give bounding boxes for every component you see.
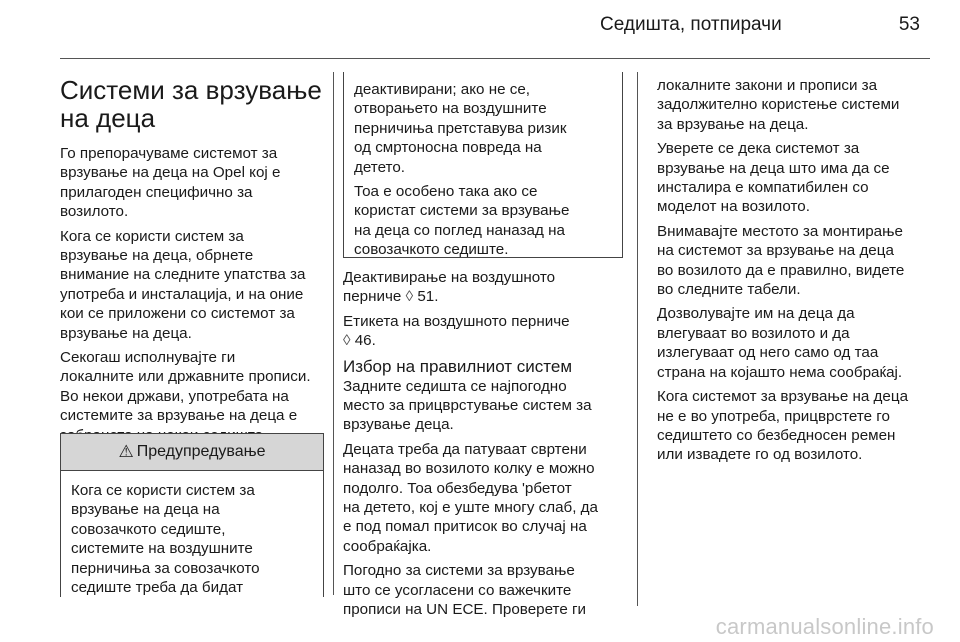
paragraph: Кога се користи систем за врзување на деца, обрнете внимание на следните упатства за употреба и инсталација, и на оние кои се приложени со системот за врзување на деца. (60, 227, 306, 342)
warning-heading: Предупредување (136, 443, 266, 460)
warning-paragraph: Тоа е особено така ако се користат системи за врзување на деца со поглед наназад на совозачкото седиште. (354, 183, 570, 259)
warning-box-continued (343, 72, 623, 258)
cross-reference-airbag-deactivation: Деактивирање на воздушното перниче ◊ 51. (343, 269, 556, 306)
paragraph: Внимавајте местото за монтирање на системот за врзување на деца во возилото да е правилно, видете во следните табели. (657, 222, 905, 299)
column-divider-2 (637, 72, 638, 606)
subheading: Избор на правилниот систем (343, 356, 573, 376)
page-reference-icon: ◊ (405, 288, 414, 306)
page-reference-icon: ◊ (343, 332, 351, 350)
column-3 (657, 76, 952, 470)
warning-paragraph: деактивирани; ако не се, отворањето на воздушните перничиња претставува ризик од смртоносна повреда на детето. (354, 81, 567, 176)
warning-triangle-icon: ⚠ (118, 442, 134, 461)
paragraph: Погодно за системи за врзување што се усогласени со важечките прописи на UN ECE. Проверете ги (343, 562, 587, 619)
watermark: carmanualsonline.info (715, 614, 934, 639)
warning-box (60, 433, 324, 597)
column-2 (343, 268, 633, 625)
paragraph: Го препорачуваме системот за врзување на деца на Opel кој е прилагоден специфично за возилото. (60, 145, 281, 221)
warning-header (61, 434, 323, 471)
paragraph: Секогаш исполнувајте ги локалните или државните прописи. Во некои држави, употребата на системите за врзување на деца е (60, 349, 311, 425)
warning-body: Кога се користи систем за врзување на деца на совозачкото седиште, системите на воздушните перничиња за совозачкото седиште треба да бидат (71, 482, 260, 597)
paragraph: Децата треба да патуваат свртени наназад во возилото колку е можно подолго. Тоа обезбедува 'рбетот на детето, кој е уште многу слаб, да е под помал притисок во случај на сообраќајка. (343, 440, 598, 555)
paragraph: Задните седишта се најпогодно место за прицврстување систем за врзување деца. (343, 377, 592, 434)
column-divider-1 (333, 72, 334, 595)
section-title: Системи за врзување на деца (60, 75, 322, 133)
page-number: 53 (898, 14, 920, 35)
paragraph: локалните закони и прописи за задолжително користење системи за врзување на деца. (657, 77, 900, 133)
cross-reference-airbag-label: Етикета на воздушното перниче ◊ 46. (343, 312, 570, 350)
paragraph: Дозволувајте им на деца да влегуваат во возилото и да излегуваат од него само од таа страна на којашто нема сообраќај. (657, 305, 903, 381)
paragraph: Кога системот за врзување на деца не е во употреба, прицврстете го седиштето со безбедносен ремен или извадете го од возилото. (657, 388, 909, 464)
column-1 (60, 76, 328, 450)
page-header-title: Седишта, потпирачи (600, 14, 782, 35)
paragraph: Уверете се дека системот за врзување на деца што има да се инсталира е компатибилен со моделот на возилото. (657, 140, 890, 216)
header-divider (60, 58, 930, 59)
